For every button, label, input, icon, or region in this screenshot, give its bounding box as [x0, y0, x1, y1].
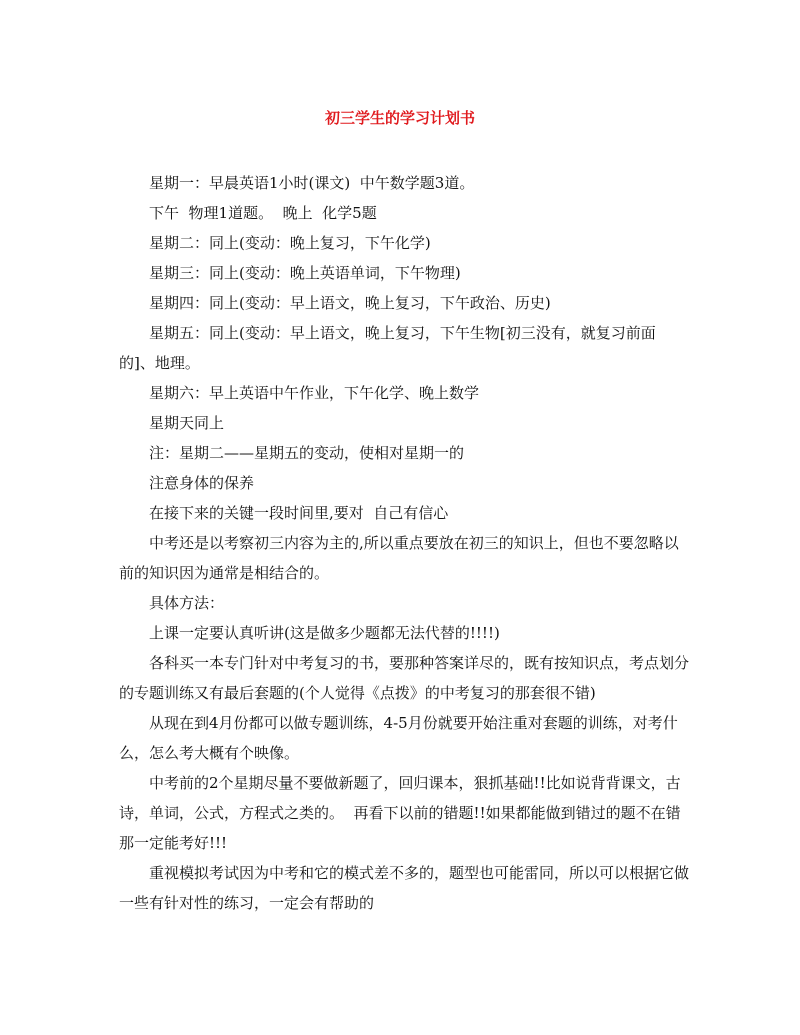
- paragraph: 在接下来的关键一段时间里,要对 自己有信心: [149, 504, 449, 522]
- paragraph: 具体方法：: [149, 594, 225, 612]
- paragraph: 星期天同上: [149, 414, 225, 432]
- document-title: 初三学生的学习计划书: [324, 109, 475, 127]
- paragraph: 各科买一本专门针对中考复习的书，要那种答案详尽的，既有按知识点，考点划分的专题训练又有最后套题的(个人觉得《点拨》的中考复习的那套很不错): [119, 654, 690, 702]
- paragraph: 注：星期二——星期五的变动，使相对星期一的: [149, 444, 465, 462]
- paragraph: 中考前的2个星期尽量不要做新题了，回归课本，狠抓基础!!比如说背背课文，古诗，单词，公式，方程式之类的。 再看下以前的错题!!如果都能做到错过的题不在错那一定能考好!!!: [119, 774, 681, 852]
- paragraph: 重视模拟考试因为中考和它的模式差不多的，题型也可能雷同，所以可以根据它做一些有针对性的练习，一定会有帮助的: [119, 864, 690, 912]
- paragraph: 从现在到4月份都可以做专题训练，4-5月份就要开始注重对套题的训练，对考什么，怎么考大概有个映像。: [119, 714, 678, 762]
- paragraph: 星期二：同上(变动：晚上复习，下午化学): [149, 234, 431, 252]
- document-body: [119, 168, 690, 918]
- paragraph: 星期一：早晨英语1小时(课文) 中午数学题3道。: [149, 174, 475, 192]
- paragraph: 中考还是以考察初三内容为主的,所以重点要放在初三的知识上，但也不要忽略以前的知识因为通常是相结合的。: [119, 534, 679, 582]
- paragraph: 星期五：同上(变动：早上语文，晚上复习，下午生物[初三没有，就复习前面的]、地理。: [119, 324, 656, 372]
- paragraph: 星期三：同上(变动：晚上英语单词，下午物理): [149, 264, 461, 282]
- paragraph: 星期六：早上英语中午作业，下午化学、晚上数学: [149, 384, 480, 402]
- paragraph: 上课一定要认真听讲(这是做多少题都无法代替的!!!!): [149, 624, 500, 642]
- paragraph: 注意身体的保养: [149, 474, 255, 492]
- paragraph: 下午 物理1道题。 晚上 化学5题: [149, 204, 377, 222]
- paragraph: 星期四：同上(变动：早上语文，晚上复习，下午政治、历史): [149, 294, 551, 312]
